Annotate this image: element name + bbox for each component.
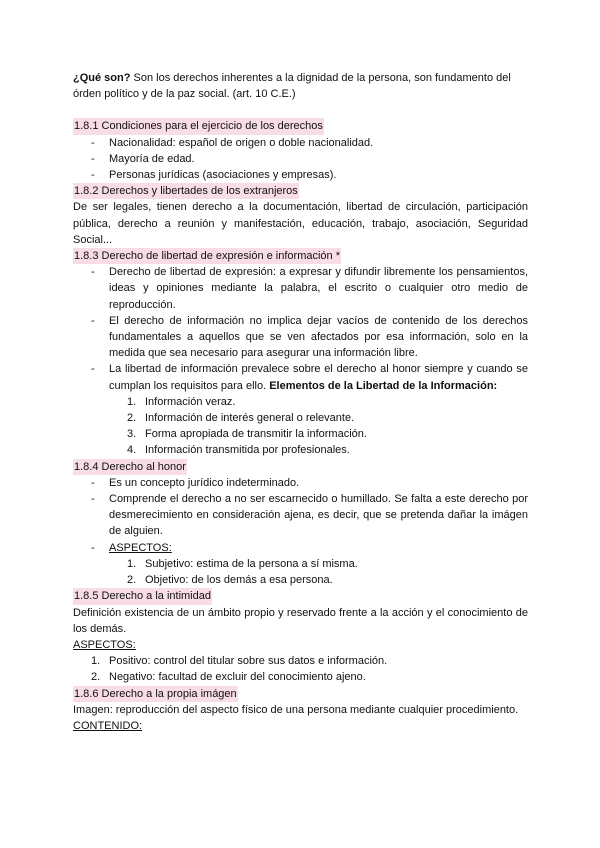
list-item: 2. Negativo: facultad de excluir del conocimiento ajeno. <box>91 671 366 684</box>
honor-list <box>73 475 528 556</box>
section-heading-1-8-3: 1.8.3 Derecho de libertad de expresión e información * <box>73 248 341 264</box>
foreigners-paragraph: De ser legales, tienen derecho a la documentación, libertad de circulación, participación pública, derecho a reunión y manifestación, educación, trabajo, asociación, Seguridad Social... <box>73 201 528 246</box>
list-item: 2. Información de interés general o relevante. <box>127 412 355 425</box>
list-item-text: La libertad de información prevalece sobre el derecho al honor siempre y cuando se cumplan los requisitos para ello. <box>109 363 528 392</box>
list-item: 3. Forma apropiada de transmitir la información. <box>127 428 367 441</box>
section-heading-1-8-5: 1.8.5 Derecho a la intimidad <box>73 588 212 604</box>
intimacy-definition: Definición existencia de un ámbito propio y reservado frente a la acción y el conocimiento de los demás. <box>73 606 528 635</box>
list-item: - Es un concepto jurídico indeterminado. <box>73 475 528 491</box>
list-item: - Comprende el derecho a no ser escarnecido o humillado. Se falta a este derecho por desmerecimiento en consideración ajena, es decir, que se pretenda dañar la imágen de alguien. <box>73 491 528 540</box>
list-item: 1. Positivo: control del titular sobre sus datos e información. <box>91 655 388 668</box>
intro-text: Son los derechos inherentes a la dignidad de la persona, son fundamento del órden político y de la paz social. (art. 10 C.E.) <box>73 72 511 101</box>
list-item: - Mayoría de edad. <box>73 151 528 167</box>
elements-list <box>73 394 528 459</box>
list-item: 1. Subjetivo: estima de la persona a sí misma. <box>127 557 358 570</box>
elements-title: Elementos de la Libertad de la Información: <box>269 379 498 392</box>
content-label: CONTENIDO: <box>73 719 143 732</box>
list-item: - Derecho de libertad de expresión: a expresar y difundir libremente los pensamientos, ideas y opiniones mediante la palabra, el escrito o cualquier otro medio de reproducción. <box>73 264 528 313</box>
aspects-label: ASPECTOS: <box>109 541 172 554</box>
list-item: 4. Información transmitida por profesionales. <box>127 444 350 457</box>
list-item: 1. Información veraz. <box>127 395 236 408</box>
intro-paragraph <box>73 70 528 102</box>
honor-aspects-list <box>73 556 528 588</box>
list-item <box>73 540 528 556</box>
section-heading-1-8-6: 1.8.6 Derecho a la propia imágen <box>73 686 238 702</box>
conditions-list <box>73 135 528 184</box>
image-definition: Imagen: reproducción del aspecto físico de una persona mediante cualquier procedimiento. <box>73 703 519 716</box>
section-heading-1-8-4: 1.8.4 Derecho al honor <box>73 459 187 475</box>
expression-list <box>73 264 528 394</box>
aspects-label: ASPECTOS: <box>73 638 136 651</box>
section-heading-1-8-1: 1.8.1 Condiciones para el ejercicio de los derechos <box>73 118 324 134</box>
section-heading-1-8-2: 1.8.2 Derechos y libertades de los extranjeros <box>73 183 299 199</box>
intro-question: ¿Qué son? <box>73 72 131 84</box>
list-item: 2. Objetivo: de los demás a esa persona. <box>127 574 333 587</box>
list-item: - El derecho de información no implica dejar vacíos de contenido de los derechos fundamentales a aquellos que se ven afectados por esa información, solo en la medida que sea necesario para asegurar una información libre. <box>73 313 528 362</box>
list-item: - Nacionalidad: español de origen o doble nacionalidad. <box>73 135 528 151</box>
intimacy-aspects-list <box>73 653 528 685</box>
list-item: - Personas jurídicas (asociaciones y empresas). <box>73 167 528 183</box>
list-item <box>73 361 528 393</box>
